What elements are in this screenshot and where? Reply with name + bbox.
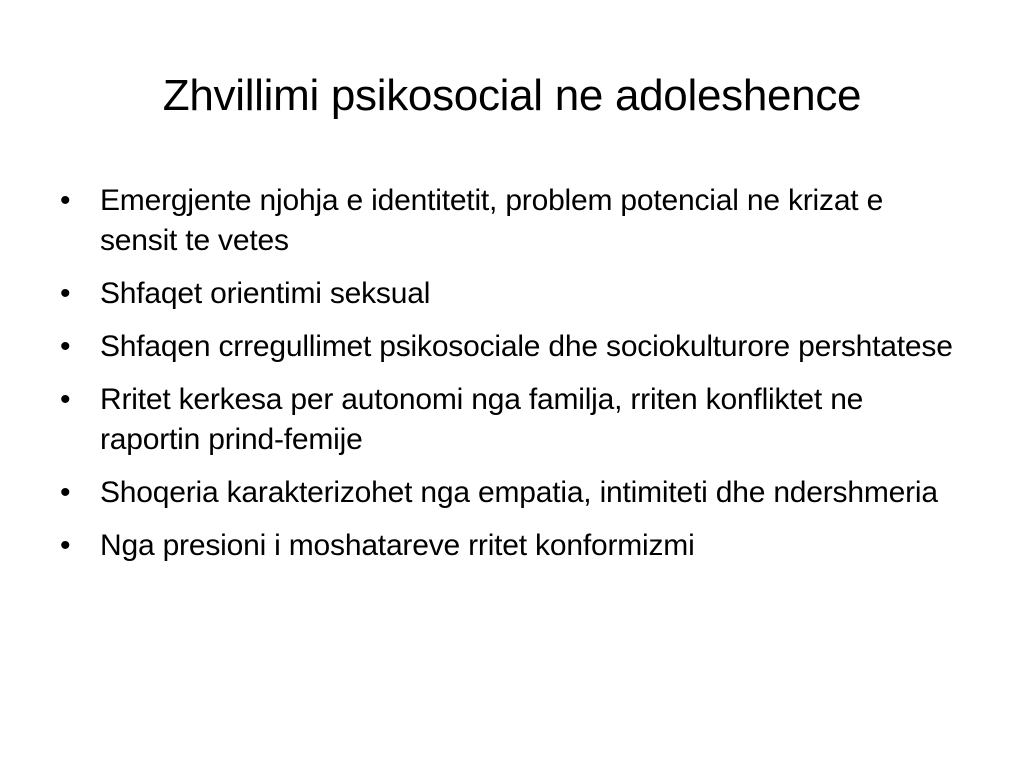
slide-title: Zhvillimi psikosocial ne adoleshence xyxy=(162,71,862,120)
bullet-item xyxy=(56,327,956,367)
bullet-marker: • xyxy=(60,184,71,217)
bullet-list xyxy=(56,181,956,579)
bullet-item xyxy=(56,274,956,314)
bullet-item xyxy=(56,380,956,460)
bullet-text: Rritet kerkesa per autonomi nga familja, rriten konfliktet ne raportin prind-femije xyxy=(100,383,864,456)
bullet-text: Shfaqet orientimi seksual xyxy=(100,277,431,310)
bullet-marker: • xyxy=(60,383,71,416)
bullet-item xyxy=(56,473,956,513)
bullet-text: Shfaqen crregullimet psikosociale dhe sociokulturore pershtatese xyxy=(100,330,953,363)
bullet-text: Nga presioni i moshatareve rritet konformizmi xyxy=(100,529,695,562)
bullet-item xyxy=(56,181,956,261)
bullet-text: Emergjente njohja e identitetit, problem potencial ne krizat e sensit te vetes xyxy=(100,184,884,257)
bullet-marker: • xyxy=(60,476,71,509)
bullet-text: Shoqeria karakterizohet nga empatia, intimiteti dhe ndershmeria xyxy=(100,476,938,509)
bullet-marker: • xyxy=(60,529,71,562)
bullet-marker: • xyxy=(60,330,71,363)
bullet-marker: • xyxy=(60,277,71,310)
bullet-item xyxy=(56,526,956,566)
